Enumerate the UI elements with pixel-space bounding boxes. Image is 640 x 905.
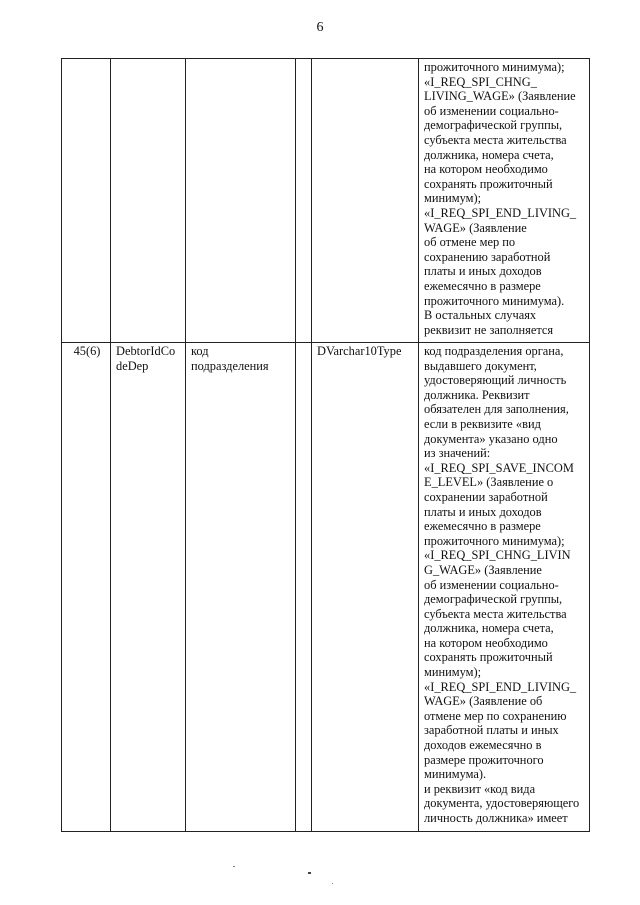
table-row-continuation xyxy=(62,59,590,343)
text-line: демографической группы, xyxy=(424,118,563,133)
page-number: 6 xyxy=(316,20,324,35)
text-line: deDep xyxy=(116,358,149,373)
scan-speck xyxy=(233,866,235,867)
cell-narrow xyxy=(296,59,312,343)
text-line: размере прожиточного xyxy=(424,752,544,767)
requisite-name-lines xyxy=(191,344,292,373)
text-line: сохранении заработной xyxy=(424,489,548,504)
text-line: должника. Реквизит xyxy=(424,387,530,402)
text-line: если в реквизите «вид xyxy=(424,416,541,431)
text-line: В остальных случаях xyxy=(424,308,537,323)
text-line: выдавшего документ, xyxy=(424,358,537,373)
scan-speck xyxy=(332,883,333,884)
text-line: об отмене мер по xyxy=(424,235,516,250)
cell-type: DVarchar10Type xyxy=(312,343,419,832)
text-line: минимум); xyxy=(424,191,482,206)
text-line: подразделения xyxy=(191,358,269,373)
text-line: код xyxy=(191,344,209,358)
text-line: код подразделения органа, xyxy=(424,344,564,358)
text-line: субъекта места жительства xyxy=(424,132,567,147)
text-line: прожиточного минимума); xyxy=(424,533,565,548)
text-line: ежемесячно в размере xyxy=(424,519,541,534)
cell-description xyxy=(419,343,590,832)
text-line: на котором необходимо xyxy=(424,162,548,177)
text-line: «I_REQ_SPI_CHNG_LIVIN xyxy=(424,548,571,563)
cell-narrow xyxy=(296,343,312,832)
text-line: доходов ежемесячно в xyxy=(424,738,542,753)
text-line: минимум); xyxy=(424,665,482,680)
text-line: «I_REQ_SPI_CHNG_ xyxy=(424,74,537,89)
text-line: WAGE» (Заявление xyxy=(424,220,527,235)
text-line: DebtorIdCo xyxy=(116,344,176,358)
text-line: LIVING_WAGE» (Заявление xyxy=(424,89,576,104)
text-line: обязателен для заполнения, xyxy=(424,402,569,417)
description-lines xyxy=(424,60,586,337)
cell-number: 45(6) xyxy=(62,343,111,832)
text-line: субъекта места жительства xyxy=(424,606,567,621)
text-line: должника, номера счета, xyxy=(424,147,554,162)
cell-type xyxy=(312,59,419,343)
table-row-45-6 xyxy=(62,343,590,832)
field-name-lines xyxy=(116,344,182,373)
text-line: сохранять прожиточный xyxy=(424,650,553,665)
text-line: и реквизит «код вида xyxy=(424,781,536,796)
text-line: минимума). xyxy=(424,767,487,782)
cell-requisite-name xyxy=(186,59,296,343)
text-line: об изменении социально- xyxy=(424,577,559,592)
text-line: «I_REQ_SPI_END_LIVING_ xyxy=(424,679,577,694)
text-line: личность должника» имеет xyxy=(424,811,568,825)
text-line: сохранению заработной xyxy=(424,249,551,264)
text-line: документа» указано одно xyxy=(424,431,558,446)
text-line: E_LEVEL» (Заявление о xyxy=(424,475,554,490)
text-line: прожиточного минимума); xyxy=(424,60,565,74)
text-line: заработной платы и иных xyxy=(424,723,559,738)
text-line: «I_REQ_SPI_END_LIVING_ xyxy=(424,205,577,220)
cell-number xyxy=(62,59,111,343)
text-line: платы и иных доходов xyxy=(424,504,542,519)
description-lines xyxy=(424,344,586,826)
cell-field-name xyxy=(111,59,186,343)
text-line: платы и иных доходов xyxy=(424,264,542,279)
requisites-table xyxy=(61,58,590,832)
text-line: должника, номера счета, xyxy=(424,621,554,636)
text-line: документа, удостоверяющего xyxy=(424,796,580,811)
text-line: из значений: xyxy=(424,446,491,461)
scan-speck xyxy=(308,872,311,874)
text-line: на котором необходимо xyxy=(424,635,548,650)
cell-field-name xyxy=(111,343,186,832)
text-line: сохранять прожиточный xyxy=(424,176,553,191)
text-line: отмене мер по сохранению xyxy=(424,708,567,723)
cell-description xyxy=(419,59,590,343)
text-line: удостоверяющий личность xyxy=(424,373,567,388)
cell-requisite-name xyxy=(186,343,296,832)
text-line: ежемесячно в размере xyxy=(424,278,541,293)
text-line: демографической группы, xyxy=(424,592,563,607)
text-line: «I_REQ_SPI_SAVE_INCOM xyxy=(424,460,574,475)
text-line: об изменении социально- xyxy=(424,103,559,118)
text-line: WAGE» (Заявление об xyxy=(424,694,543,709)
text-line: реквизит не заполняется xyxy=(424,322,554,337)
text-line: прожиточного минимума). xyxy=(424,293,565,308)
text-line: G_WAGE» (Заявление xyxy=(424,562,542,577)
